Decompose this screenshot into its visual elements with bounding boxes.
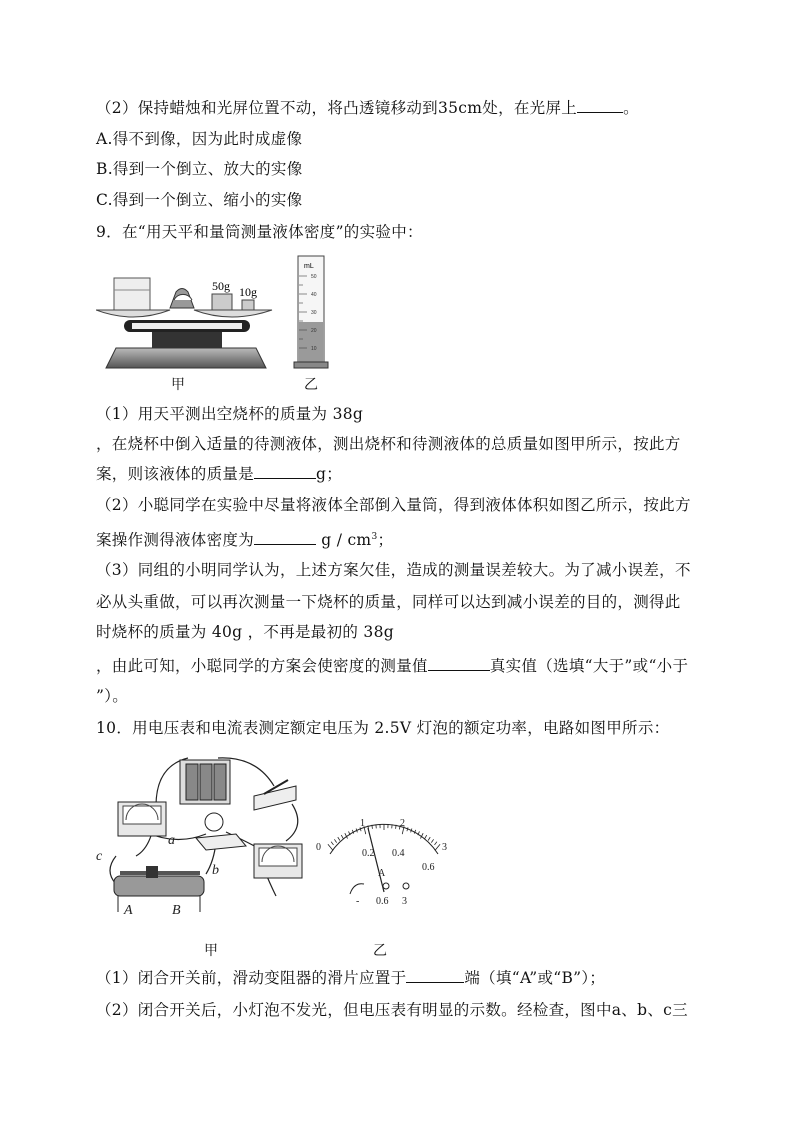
q9-p2-line2 <box>96 527 393 550</box>
dial-tick <box>435 844 440 850</box>
label-b: b <box>212 863 219 878</box>
q9-p1-line1: （1）用天平测出空烧杯的质量为 38g <box>96 405 364 423</box>
tick-50: 50 <box>311 274 317 280</box>
meter-label-A: A <box>378 868 386 879</box>
weight-50g-icon <box>212 294 232 310</box>
scale-top-3: 3 <box>442 842 447 853</box>
terminal-3: 3 <box>402 896 407 907</box>
q9-p2-line2-end: ； <box>377 531 394 550</box>
beaker-icon <box>114 278 150 310</box>
dial-tick <box>331 842 333 845</box>
q9-p2-line2-text: 案操作测得液体密度为 <box>96 531 255 550</box>
q8-option-a: A.得不到像，因为此时成虚像 <box>96 130 303 148</box>
dial-tick <box>334 839 336 842</box>
ammeter-icon <box>254 844 302 878</box>
q9-p1-line3 <box>96 464 342 484</box>
label-A: A <box>124 903 133 918</box>
terminal-3-icon <box>403 883 409 889</box>
q8-part2 <box>96 98 639 118</box>
caption-yi: 乙 <box>304 377 318 393</box>
scale-top-1: 1 <box>360 818 365 829</box>
label-a: a <box>168 833 175 848</box>
q9-p3-line5: ”）。 <box>96 687 129 705</box>
scale-bottom-0-4: 0.4 <box>392 848 405 859</box>
q9-p1-line2: ，在烧杯中倒入适量的待测液体，测出烧杯和待测液体的总质量如图甲所示，按此方 <box>96 435 681 453</box>
q9-p3-line3: 时烧杯的质量为 40g ，不再是最初的 38g <box>96 623 394 641</box>
q8-option-c: C.得到一个倒立、缩小的实像 <box>96 191 303 209</box>
voltmeter-icon <box>118 802 166 836</box>
balance-figure <box>96 250 281 375</box>
q10-p1-options: 端（填“A”或“B”）； <box>464 969 606 987</box>
wire-icon <box>350 884 364 894</box>
scale-top-2: 2 <box>400 818 405 829</box>
q10-p2: （2）闭合开关后，小灯泡不发光，但电压表有明显的示数。经检查，图中a、b、c三 <box>96 1001 688 1019</box>
q9-p1-line3-text: 案，则该液体的质量是 <box>96 465 255 483</box>
q8-part2-end: 。 <box>623 99 639 117</box>
q8-part2-text: （2）保持蜡烛和光屏位置不动，将凸透镜移动到35cm处，在光屏上 <box>96 99 578 117</box>
answer-blank[interactable] <box>577 98 623 113</box>
dial-tick <box>428 837 430 840</box>
tick-10: 10 <box>311 346 317 352</box>
label-10g: 10g <box>239 285 257 299</box>
label-50g: 50g <box>212 279 230 293</box>
unit-exponent: 3 <box>371 532 378 542</box>
q9-stem: 9．在“用天平和量筒测量液体密度”的实验中： <box>96 223 423 241</box>
q9-p3-line4-options: 真实值（选填“大于”或“小于 <box>489 657 689 675</box>
caption-jia-circuit: 甲 <box>204 943 218 959</box>
dial-tick <box>435 842 437 845</box>
circuit-figure <box>96 746 311 926</box>
dial-tick <box>396 825 397 829</box>
q9-p3-line2: 必从头重做，可以再次测量一下烧杯的质量，同样可以达到减小误差的目的，测得此 <box>96 593 681 611</box>
dial-tick <box>338 837 340 840</box>
q9-p2-line1: （2）小聪同学在实验中尽量将液体全部倒入量筒，得到液体体积如图乙所示，按此方 <box>96 496 691 514</box>
dial-tick <box>372 825 373 829</box>
q10-stem: 10．用电压表和电流表测定额定电压为 2.5V 灯泡的额定功率，电路如图甲所示： <box>96 719 670 737</box>
q9-p3-line1: （3）同组的小明同学认为，上述方案欠佳，造成的测量误差较大。为了减小误差，不 <box>96 561 691 579</box>
tick-20: 20 <box>311 328 317 334</box>
terminal-0-6-icon <box>383 883 389 889</box>
bulb-icon <box>196 813 246 850</box>
q10-p1 <box>96 968 605 988</box>
terminal-0-6: 0.6 <box>376 896 389 907</box>
scale-top-0: 0 <box>316 842 321 853</box>
label-c: c <box>96 849 103 864</box>
dial-tick <box>407 827 408 831</box>
answer-blank[interactable] <box>254 530 316 545</box>
dial-tick <box>328 844 333 850</box>
dial-tick <box>341 835 343 838</box>
needle <box>368 828 384 892</box>
label-ml: mL <box>304 263 314 270</box>
q8-option-b: B.得到一个倒立、放大的实像 <box>96 160 303 178</box>
dial-tick <box>431 839 433 842</box>
q9-p1-line3-unit: g； <box>316 465 343 483</box>
scale-bottom-0-6: 0.6 <box>422 862 435 873</box>
ammeter-dial-figure <box>312 812 460 912</box>
q9-p3-line4 <box>96 656 688 676</box>
answer-blank[interactable] <box>428 656 490 671</box>
label-B: B <box>172 903 181 918</box>
q9-p3-line4-text: ，由此可知，小聪同学的方案会使密度的测量值 <box>96 657 428 675</box>
q10-p1-text: （1）闭合开关前，滑动变阻器的滑片应置于 <box>96 969 407 987</box>
terminal-minus: - <box>356 896 360 907</box>
weight-10g-icon <box>242 300 254 310</box>
graduated-cylinder-figure <box>292 252 332 372</box>
density-unit: g / cm <box>321 531 372 550</box>
dial-tick <box>425 835 427 838</box>
tick-40: 40 <box>311 292 317 298</box>
tick-30: 30 <box>311 310 317 316</box>
answer-blank[interactable] <box>254 464 316 479</box>
caption-yi-dial: 乙 <box>373 943 387 959</box>
answer-blank[interactable] <box>406 968 464 983</box>
switch-icon <box>254 780 296 810</box>
scale-bottom-0-2: 0.2 <box>362 848 375 859</box>
caption-jia: 甲 <box>171 377 185 393</box>
battery-icon <box>180 760 230 804</box>
